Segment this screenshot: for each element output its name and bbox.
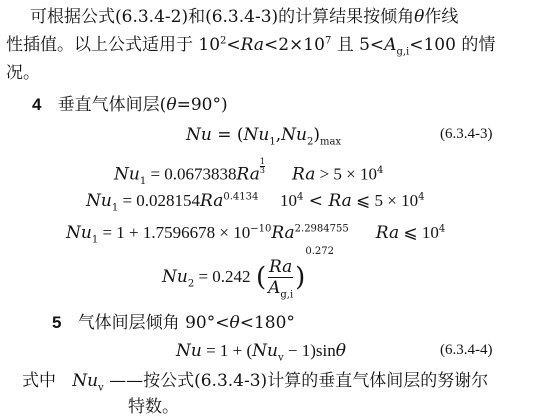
paren-close: ) bbox=[313, 125, 320, 145]
subscript: v bbox=[98, 382, 104, 394]
exponent: 4 bbox=[438, 223, 446, 235]
condition: > 5 × 10 bbox=[315, 164, 378, 184]
exponent: 7 bbox=[324, 35, 332, 47]
section-4-heading bbox=[32, 94, 228, 116]
nu-symbol: Nu bbox=[162, 267, 188, 287]
para-text-3: 况。 bbox=[6, 63, 40, 83]
para-text-1-end: 作线 bbox=[424, 7, 459, 27]
equation-number: (6.3.4-4) bbox=[440, 342, 493, 358]
eq-rest: − 1)sin bbox=[283, 341, 336, 360]
condition: ⩽ 5 × 10 bbox=[351, 191, 419, 210]
theta-symbol: θ bbox=[166, 95, 177, 115]
theta-symbol: θ bbox=[414, 7, 425, 27]
nu-symbol: Nu bbox=[243, 125, 270, 145]
exponent: −10 bbox=[250, 223, 272, 235]
ra-symbol: Ra bbox=[375, 223, 400, 243]
exponent: 0.272 bbox=[305, 246, 334, 257]
section-title-end: =90°) bbox=[176, 95, 228, 115]
fraction-exponent bbox=[260, 158, 265, 175]
condition: ⩽ 10 bbox=[399, 223, 439, 242]
fraction-denominator bbox=[268, 277, 294, 301]
nu1-equation-b bbox=[86, 190, 424, 212]
equation-number: (6.3.4-3) bbox=[440, 126, 493, 142]
paragraph-line-3 bbox=[6, 62, 40, 84]
exponent: 2.2984755 bbox=[294, 223, 349, 235]
exponent: 4 bbox=[418, 191, 425, 203]
where-text-2: 特数。 bbox=[128, 397, 179, 417]
subscript: 1 bbox=[91, 234, 99, 246]
eq-op: = 1 + ( bbox=[201, 341, 253, 360]
subscript: 2 bbox=[187, 278, 195, 290]
para-text-2e: <100 的情 bbox=[409, 35, 496, 55]
section-number: 4 bbox=[32, 95, 42, 114]
para-text-2d: 且 5< bbox=[331, 35, 385, 55]
subscript: g,i bbox=[396, 46, 410, 58]
max-subscript: max bbox=[319, 136, 342, 148]
ra-symbol: Ra bbox=[292, 164, 316, 185]
para-text-2c: <2×10 bbox=[264, 35, 325, 55]
ra-symbol: Ra bbox=[240, 35, 264, 55]
subscript: 1 bbox=[139, 176, 147, 188]
nu-symbol: Nu bbox=[72, 371, 99, 391]
paragraph-line-1 bbox=[30, 6, 458, 28]
subscript: v bbox=[278, 352, 284, 364]
theta-symbol: θ bbox=[335, 341, 346, 361]
ra-symbol: Ra bbox=[236, 164, 260, 185]
fraction-numerator: 1 bbox=[259, 157, 265, 166]
coefficient: = 1 + 1.7596678 × 10 bbox=[98, 223, 251, 242]
para-text-1: 可根据公式(6.3.4-2)和(6.3.4-3)的计算结果按倾角 bbox=[30, 7, 415, 27]
subscript: 2 bbox=[306, 136, 314, 148]
exponent: 0.4134 bbox=[223, 191, 259, 203]
nu-symbol: Nu bbox=[281, 125, 307, 145]
where-clause-line-2 bbox=[128, 396, 179, 418]
para-text-2b: < bbox=[226, 35, 241, 55]
section-title: 气体间层倾角 90°< bbox=[77, 313, 230, 333]
subscript: 1 bbox=[269, 136, 276, 148]
comma: , bbox=[275, 125, 282, 145]
nu-symbol: Nu bbox=[186, 125, 212, 145]
ra-symbol: Ra bbox=[328, 191, 352, 211]
equation-6-3-4-3 bbox=[186, 124, 341, 146]
where-clause-line-1 bbox=[22, 370, 488, 392]
a-symbol: A bbox=[384, 35, 397, 55]
section-number: 5 bbox=[52, 313, 62, 332]
section-title-end: <180° bbox=[239, 313, 295, 333]
nu1-equation-c bbox=[66, 222, 445, 244]
eq-op: = ( bbox=[211, 125, 244, 145]
fraction bbox=[268, 257, 294, 301]
nu2-equation bbox=[162, 246, 334, 302]
nu1-equation-a bbox=[114, 158, 383, 186]
coefficient: = 0.028154 bbox=[118, 191, 201, 210]
para-text-2a: 性插值。以上公式适用于 10 bbox=[6, 35, 221, 55]
where-text-1: 按公式(6.3.4-3)计算的垂直气体间层的努谢尔 bbox=[143, 371, 489, 391]
nu-symbol: Nu bbox=[86, 191, 112, 211]
fraction-numerator: Ra bbox=[268, 257, 293, 277]
fraction-denominator: 3 bbox=[259, 166, 265, 175]
nu-symbol: Nu bbox=[66, 223, 92, 243]
ra-symbol: Ra bbox=[271, 223, 295, 243]
exponent: 4 bbox=[297, 191, 304, 203]
section-5-heading bbox=[52, 312, 295, 334]
theta-symbol: θ bbox=[229, 313, 240, 333]
condition: 10 bbox=[280, 191, 297, 210]
a-symbol: A bbox=[268, 278, 281, 298]
dash: —— bbox=[103, 371, 144, 391]
nu-symbol: Nu bbox=[114, 164, 140, 185]
coefficient: = 0.0673838 bbox=[146, 164, 237, 184]
exponent: 2 bbox=[220, 35, 227, 47]
nu-symbol: Nu bbox=[176, 341, 202, 361]
coefficient: = 0.242 bbox=[194, 267, 251, 286]
equation-6-3-4-4 bbox=[176, 340, 346, 362]
paragraph-line-2 bbox=[6, 34, 495, 56]
paren-open: ( bbox=[255, 262, 267, 293]
where-label: 式中 bbox=[22, 371, 56, 391]
ra-symbol: Ra bbox=[200, 191, 224, 211]
exponent: 4 bbox=[377, 165, 384, 176]
section-title: 垂直气体间层( bbox=[57, 95, 167, 115]
paren-close: ) bbox=[295, 262, 306, 293]
subscript: 1 bbox=[111, 202, 119, 214]
nu-symbol: Nu bbox=[252, 341, 278, 361]
subscript: g,i bbox=[280, 289, 294, 301]
condition-op: < bbox=[303, 191, 329, 211]
